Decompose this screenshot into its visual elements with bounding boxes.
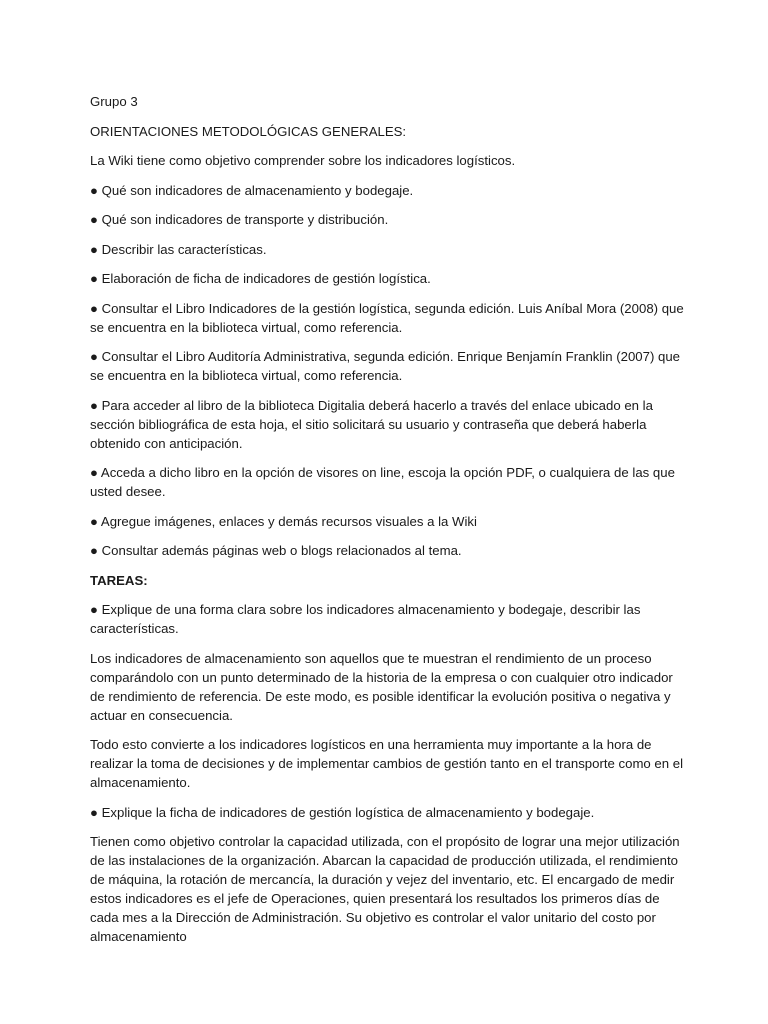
bullet-item: ● Describir las características. [90,241,267,257]
bullet-item: ● Para acceder al libro de la biblioteca Digitalia deberá hacerlo a través del enlace ubicado en la sección bibliográfica de esta hoja, el sitio solicitará su usuario y contraseña que deberá haberla obtenido con anticipación. [90,397,653,451]
bullet-item: ● Consultar además páginas web o blogs relacionados al tema. [90,543,462,558]
intro-paragraph: La Wiki tiene como objetivo comprender sobre los indicadores logísticos. [90,153,516,168]
bullet-item: ● Consultar el Libro Auditoría Administrativa, segunda edición. Enrique Benjamín Franklin (2007) que se encuentra en la biblioteca virtual, como referencia. [90,349,681,383]
task-item: ● Explique de una forma clara sobre los indicadores almacenamiento y bodegaje, describir las características. [90,602,641,636]
bullet-item: ● Qué son indicadores de almacenamiento y bodegaje. [90,182,414,198]
task-item: ● Explique la ficha de indicadores de gestión logística de almacenamiento y bodegaje. [90,804,595,820]
bullet-item: ● Qué son indicadores de transporte y distribución. [90,212,389,227]
bullet-item: ● Elaboración de ficha de indicadores de gestión logística. [90,271,431,286]
section-heading: ORIENTACIONES METODOLÓGICAS GENERALES: [90,123,407,139]
bullet-item: ● Consultar el Libro Indicadores de la gestión logística, segunda edición. Luis Aníbal Mora (2008) que se encuentra en la biblioteca virtual, como referencia. [90,300,684,335]
body-paragraph: Los indicadores de almacenamiento son aquellos que te muestran el rendimiento de un proceso comparándolo con un punto determinado de la historia de la empresa o con cualquier otro indicador de rendimiento de referencia. De este modo, es posible identificar la evolución positiva o negativa y actuar en consecuencia. [90,650,673,723]
body-paragraph: Todo esto convierte a los indicadores logísticos en una herramienta muy importante a la hora de realizar la toma de decisiones y de implementar cambios de gestión tanto en el transporte como en el almacenamiento. [90,737,684,790]
tasks-heading: TAREAS: [90,572,148,588]
document-page [90,92,690,957]
body-paragraph: Tienen como objetivo controlar la capacidad utilizada, con el propósito de lograr una mejor utilización de las instalaciones de la organización. Abarcan la capacidad de producción utilizada, el rendimiento de máquina, la rotación de mercancía, la duración y vejez del inventario, etc. El encargado de medir estos indicadores es el jefe de Operaciones, quien presentará los resultados los primeros días de cada mes a la Dirección de Administración. Su objetivo es controlar el valor unitario del costo por almacenamiento [90,834,680,944]
group-label: Grupo 3 [90,94,138,109]
bullet-item: ● Acceda a dicho libro en la opción de visores on line, escoja la opción PDF, o cualquiera de las que usted desee. [90,465,675,499]
bullet-item: ● Agregue imágenes, enlaces y demás recursos visuales a la Wiki [90,513,477,529]
